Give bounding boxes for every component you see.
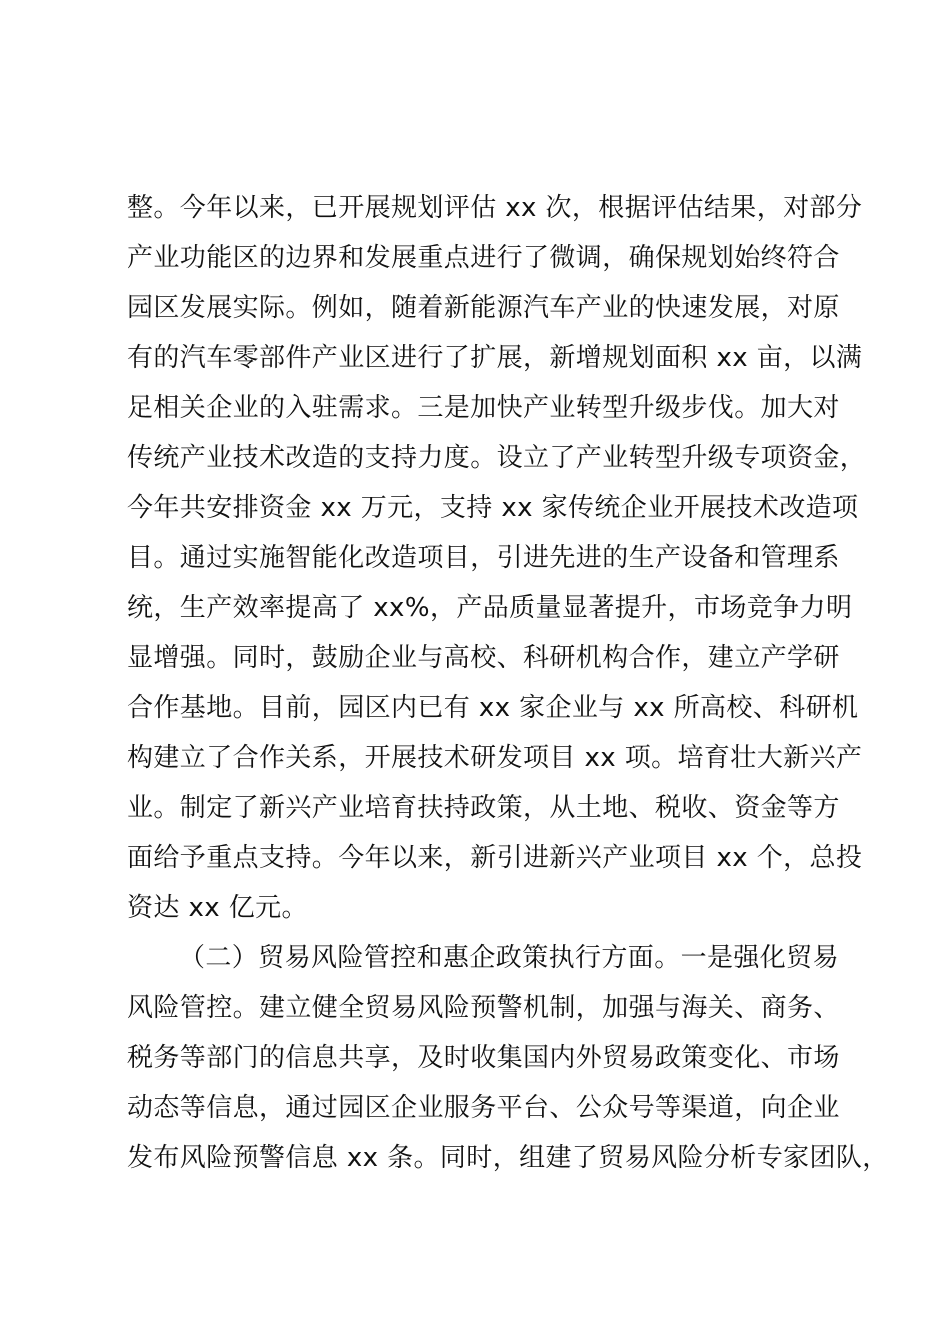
text-line: 产业功能区的边界和发展重点进行了微调，确保规划始终符合 bbox=[127, 243, 840, 273]
text-line: 资达 xx 亿元。 bbox=[127, 893, 308, 923]
text-line: 发布风险预警信息 xx 条。同时，组建了贸易风险分析专家团队， bbox=[127, 1143, 889, 1173]
text-line: 足相关企业的入驻需求。三是加快产业转型升级步伐。加大对 bbox=[127, 393, 840, 423]
text-line: 整。今年以来，已开展规划评估 xx 次，根据评估结果，对部分 bbox=[127, 193, 863, 223]
text-line: 构建立了合作关系，开展技术研发项目 xx 项。培育壮大新兴产 bbox=[127, 743, 863, 773]
text-line: 显增强。同时，鼓励企业与高校、科研机构合作，建立产学研 bbox=[127, 643, 840, 673]
text-line: 园区发展实际。例如，随着新能源汽车产业的快速发展，对原 bbox=[127, 293, 840, 323]
text-line: 今年共安排资金 xx 万元，支持 xx 家传统企业开展技术改造项 bbox=[127, 493, 859, 523]
text-line: 税务等部门的信息共享，及时收集国内外贸易政策变化、市场 bbox=[127, 1043, 840, 1073]
text-line: 业。制定了新兴产业培育扶持政策，从土地、税收、资金等方 bbox=[127, 793, 840, 823]
section-heading-line: （二）贸易风险管控和惠企政策执行方面。一是强化贸易 bbox=[179, 943, 840, 973]
text-line: 动态等信息，通过园区企业服务平台、公众号等渠道，向企业 bbox=[127, 1093, 840, 1123]
text-line: 面给予重点支持。今年以来，新引进新兴产业项目 xx 个，总投 bbox=[127, 843, 863, 873]
body-text bbox=[127, 183, 889, 1183]
text-line: 风险管控。建立健全贸易风险预警机制，加强与海关、商务、 bbox=[127, 993, 840, 1023]
text-line: 目。通过实施智能化改造项目，引进先进的生产设备和管理系 bbox=[127, 543, 840, 573]
text-line: 统，生产效率提高了 xx%，产品质量显著提升，市场竞争力明 bbox=[127, 593, 853, 623]
text-line: 传统产业技术改造的支持力度。设立了产业转型升级专项资金， bbox=[127, 443, 867, 473]
text-line: 有的汽车零部件产业区进行了扩展，新增规划面积 xx 亩，以满 bbox=[127, 343, 863, 373]
text-line: 合作基地。目前，园区内已有 xx 家企业与 xx 所高校、科研机 bbox=[127, 693, 859, 723]
